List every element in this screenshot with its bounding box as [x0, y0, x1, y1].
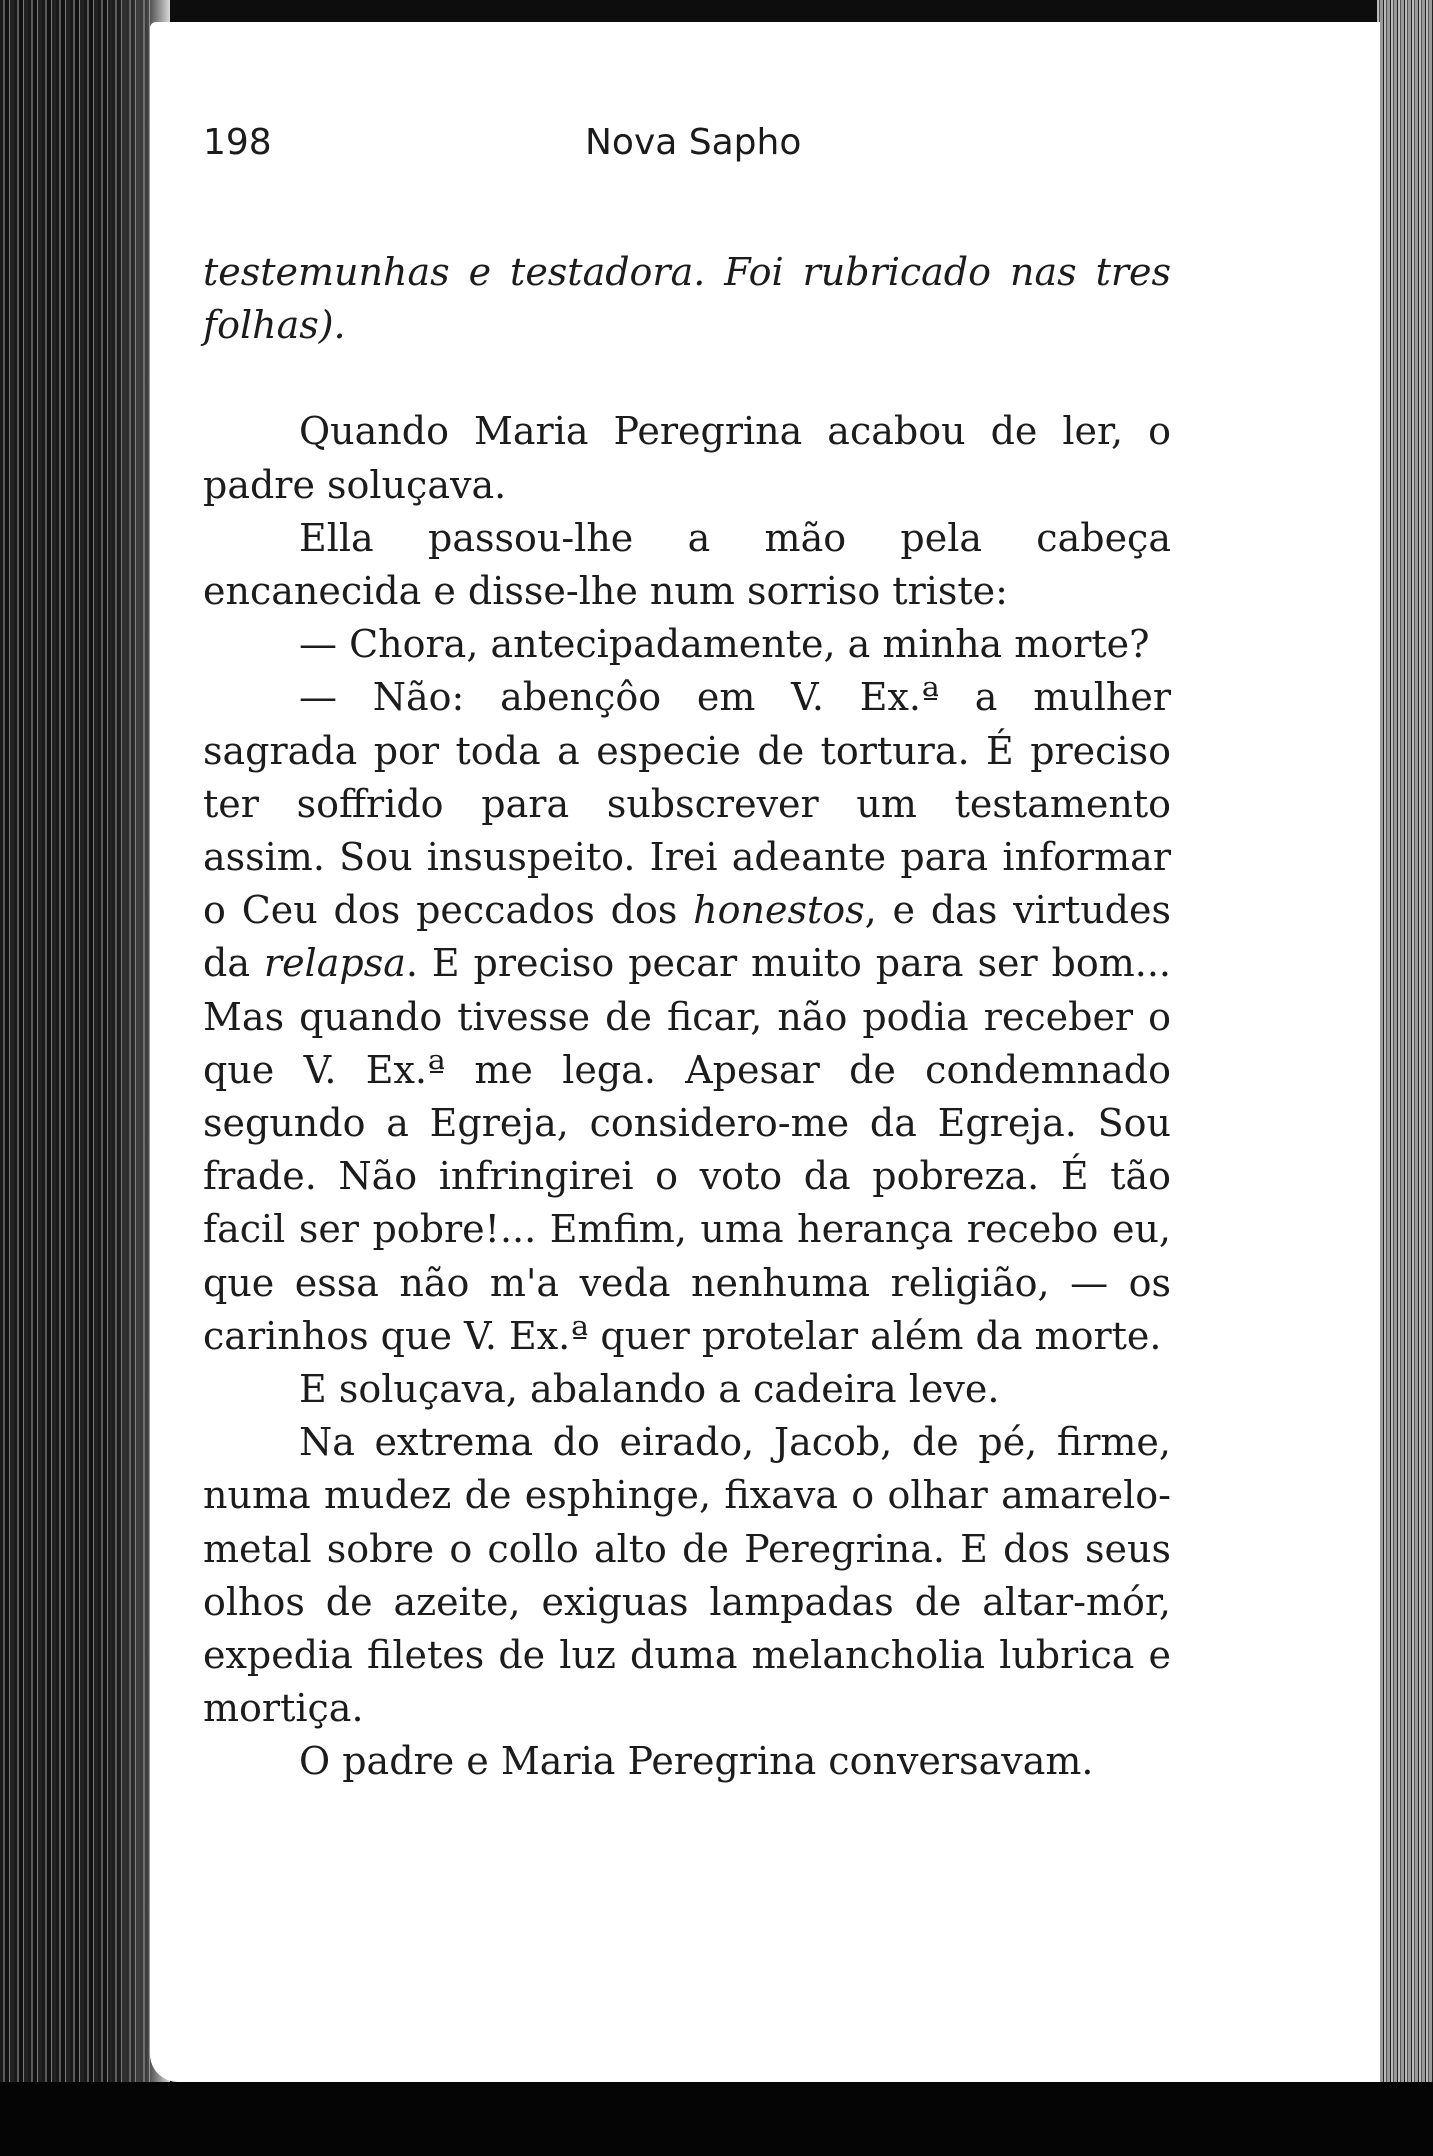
running-title: Nova Sapho	[585, 122, 802, 163]
paragraph-p7	[203, 1416, 1171, 1735]
text-run: — Não: abençôo em V. Ex.ª a mulher sagrada por toda a especie de tortura. É preciso ter soffrido para subscrever um testamento assim. Sou insuspeito. Irei adeante para informar o Ceu dos peccados dos	[203, 675, 1171, 933]
page-stack-edge	[1377, 0, 1433, 2156]
text-run: testemunhas e testadora. Foi rubricado nas tres folhas).	[203, 250, 1171, 348]
page-body	[203, 246, 1171, 1789]
text-run: , e das virtudes da	[203, 888, 1171, 986]
text-run: Na extrema do eirado, Jacob, de pé, firme, numa mudez de esphinge, fixava o olhar amarelo-metal sobre o collo alto de Peregrina. E dos seus olhos de azeite, exiguas lampadas de altar-mór, expedia filetes de luz duma melancholia lubrica e mortiça.	[203, 1420, 1171, 1731]
page-header	[203, 122, 923, 178]
text-run: relapsa	[263, 941, 406, 986]
text-run: E soluçava, abalando a cadeira leve.	[299, 1367, 1000, 1412]
paragraph-p5	[203, 671, 1171, 1363]
text-run: Ella passou-lhe a mão pela cabeça encanecida e disse-lhe num sorriso triste:	[203, 515, 1171, 614]
paragraph-p3	[203, 512, 1171, 618]
text-run: . E preciso pecar muito para ser bom... Mas quando tivesse de ficar, não podia receber o que V. Ex.ª me lega. Apesar de condemnado segundo a Egreja, considero-me da Egreja. Sou frade. Não infringirei o voto da pobreza. É tão facil ser pobre!... Emfim, uma herança recebo eu, que essa não m'a veda nenhuma religião, — os carinhos que V. Ex.ª quer protelar além da morte.	[203, 941, 1172, 1358]
paragraph-p2	[203, 405, 1171, 511]
text-run: — Chora, antecipadamente, a minha morte?	[299, 622, 1150, 667]
text-run: Quando Maria Peregrina acabou de ler, o padre soluçava.	[203, 409, 1171, 507]
scan-bottom-border	[0, 2082, 1433, 2156]
text-run: honestos	[693, 888, 865, 933]
paragraph-p6	[203, 1363, 1171, 1416]
paragraph-p4	[203, 618, 1171, 671]
paragraph-p8	[203, 1735, 1171, 1788]
text-run: O padre e Maria Peregrina conversavam.	[299, 1739, 1094, 1784]
page-number: 198	[203, 122, 272, 163]
paragraph-p1	[203, 246, 1171, 352]
